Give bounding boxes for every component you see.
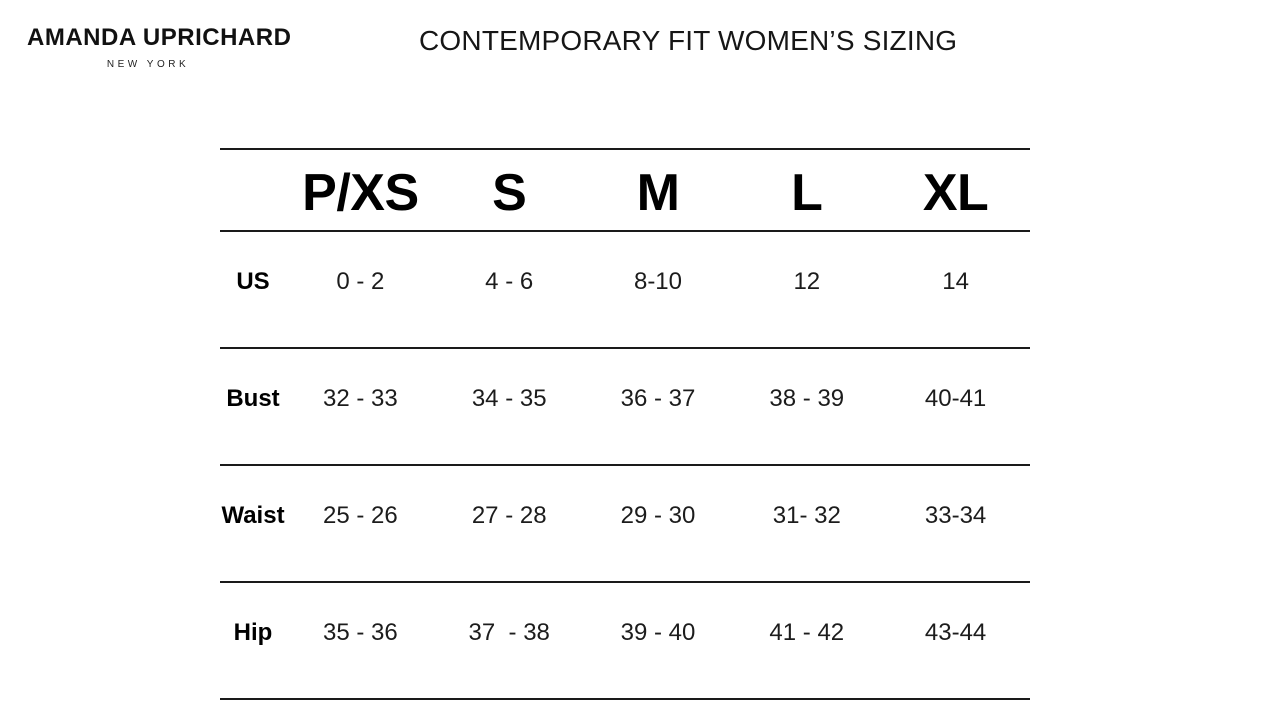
header-cell-m: M	[636, 164, 680, 222]
table-row-us	[220, 232, 1030, 349]
size-header-row	[220, 150, 1030, 232]
size-cell: 34 - 35	[471, 385, 547, 412]
size-cell: 32 - 33	[323, 385, 398, 412]
size-cell: 12	[793, 268, 821, 295]
row-label-us: US	[236, 268, 270, 295]
header-cell-l: L	[791, 164, 823, 222]
size-cell: 41 - 42	[769, 619, 845, 646]
size-cell: 14	[942, 268, 969, 295]
table-row-bust	[220, 349, 1030, 466]
size-cell: 27 - 28	[471, 502, 547, 529]
size-cell: 43-44	[924, 619, 987, 646]
size-cell: 33-34	[924, 502, 987, 529]
size-cell: 39 - 40	[620, 619, 696, 646]
size-cell: 8-10	[633, 268, 683, 295]
row-label-hip: Hip	[233, 619, 273, 646]
size-cell: 0 - 2	[336, 268, 385, 295]
size-cell: 35 - 36	[323, 619, 398, 646]
size-cell: 38 - 39	[769, 385, 845, 412]
row-label-waist: Waist	[221, 502, 285, 529]
header-cell-pxs: P/XS	[302, 164, 419, 222]
header-cell-s: S	[492, 164, 527, 222]
header-cell-xl: XL	[922, 164, 989, 222]
table-row-hip	[220, 583, 1030, 700]
size-cell: 29 - 30	[620, 502, 696, 529]
size-cell: 37 - 38	[468, 619, 550, 646]
brand-name: AMANDA UPRICHARD	[27, 24, 292, 51]
table-row-waist	[220, 466, 1030, 583]
size-cell: 25 - 26	[323, 502, 398, 529]
brand-subtitle: NEW YORK	[106, 59, 190, 70]
page-title: CONTEMPORARY FIT WOMEN’S SIZING	[419, 25, 958, 56]
size-cell: 36 - 37	[620, 385, 696, 412]
row-label-bust: Bust	[226, 385, 280, 412]
header-cell-blank	[220, 150, 286, 230]
size-cell: 4 - 6	[485, 268, 534, 295]
size-cell: 31- 32	[772, 502, 841, 529]
size-cell: 40-41	[924, 385, 987, 412]
brand-logo	[27, 24, 292, 70]
sizing-table	[220, 148, 1030, 700]
